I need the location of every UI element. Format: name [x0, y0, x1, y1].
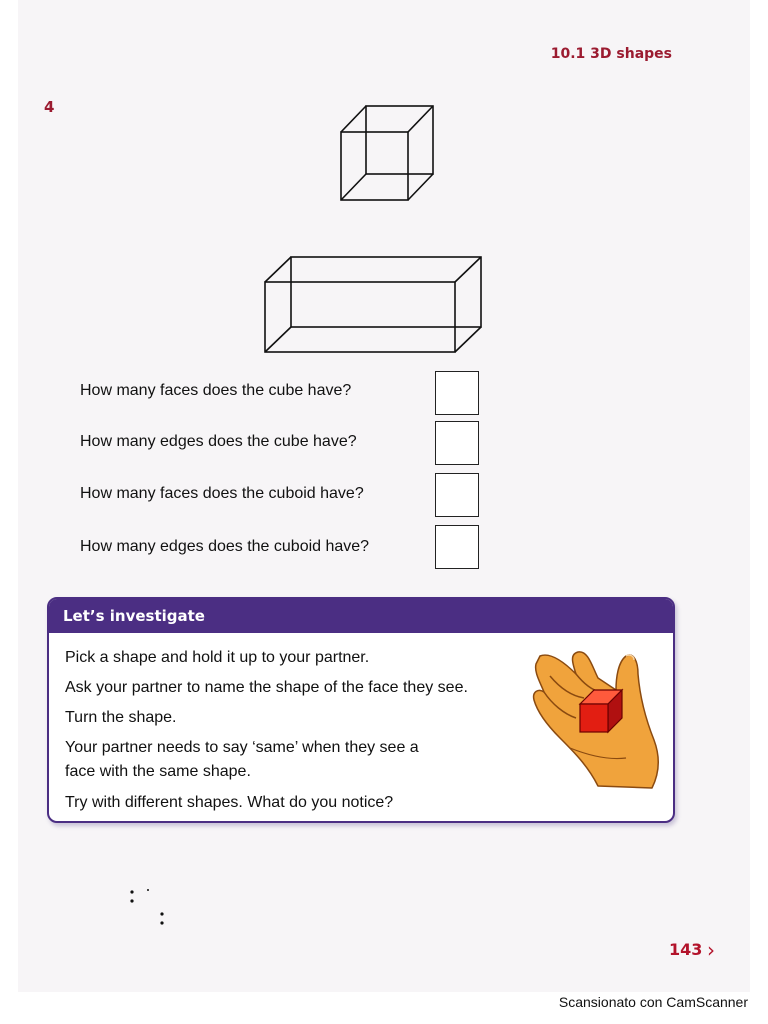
answer-box-cuboid-edges[interactable] — [435, 525, 479, 569]
investigate-title: Let’s investigate — [49, 599, 673, 633]
page-number: 143 — [669, 940, 703, 959]
question-cuboid-faces: How many faces does the cuboid have? — [80, 485, 364, 502]
question-cube-edges: How many edges does the cube have? — [80, 433, 357, 450]
hand-holding-cube-icon — [530, 648, 665, 798]
investigate-line: Turn the shape. — [65, 709, 177, 726]
question-cuboid-edges: How many edges does the cuboid have? — [80, 538, 370, 555]
scanner-footer: Scansionato con CamScanner — [558, 994, 748, 1010]
investigate-line: Your partner needs to say ‘same’ when they see a — [65, 739, 419, 756]
investigate-line: face with the same shape. — [65, 763, 251, 780]
decorative-dots — [128, 886, 172, 935]
cube-shape — [338, 102, 438, 204]
question-cube-faces: How many faces does the cube have? — [80, 382, 352, 399]
investigate-line: Ask your partner to name the shape of the face they see. — [65, 679, 468, 696]
chevron-right-icon[interactable]: › — [707, 938, 715, 962]
answer-box-cube-edges[interactable] — [435, 421, 479, 465]
question-number: 4 — [44, 98, 55, 116]
cuboid-shape — [262, 254, 484, 356]
answer-box-cuboid-faces[interactable] — [435, 473, 479, 517]
investigate-line: Try with different shapes. What do you notice? — [65, 794, 394, 811]
investigate-line: Pick a shape and hold it up to your partner. — [65, 649, 370, 666]
answer-box-cube-faces[interactable] — [435, 371, 479, 415]
section-header: 10.1 3D shapes — [550, 46, 672, 62]
